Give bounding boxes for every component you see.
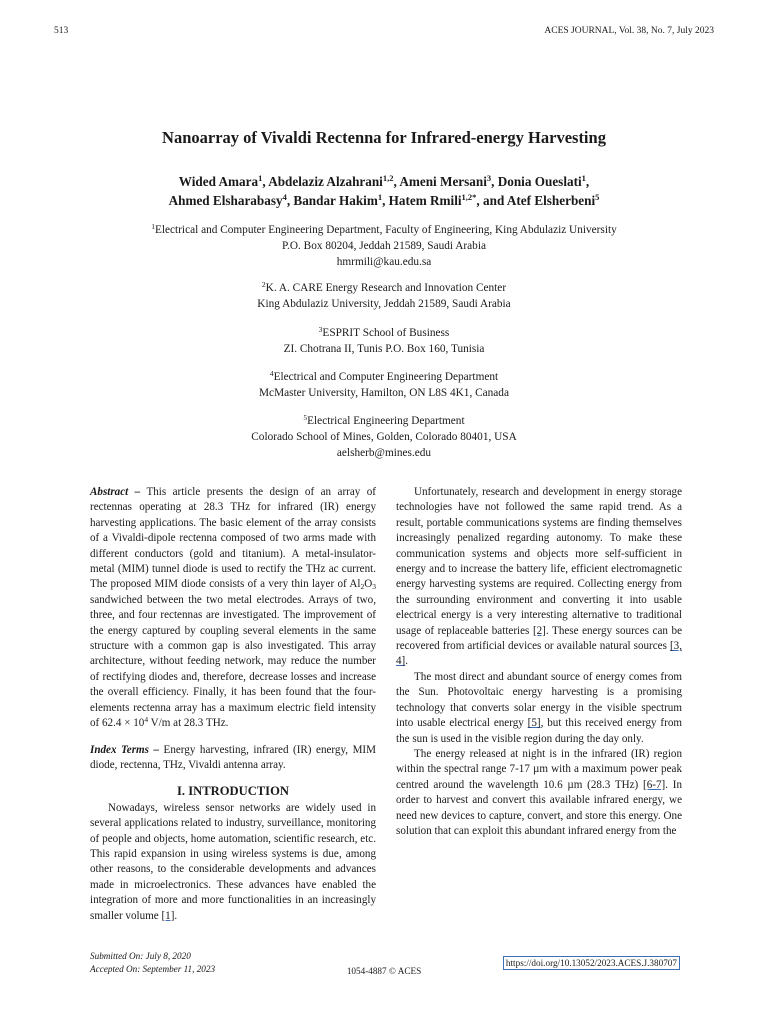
paragraph-text: Nowadays, wireless sensor networks are widely used in several applications related to industry, surveillance, monitoring of people and objects, home automation, scientific research, etc. This rapid expansion in using wireless systems is due, among other reasons, to the considerable developments and advances made in microelectronics. These advances have enabled the integration of more and more functionalities in an increasingly smaller volume: [90, 801, 376, 922]
author-separator: ,: [393, 174, 400, 189]
page-number: 513: [54, 26, 69, 36]
paper-title: Nanoarray of Vivaldi Rectenna for Infrared-energy Harvesting: [162, 128, 606, 147]
author-list: [0, 172, 768, 210]
index-terms-label: Index Terms –: [90, 743, 160, 756]
citation-link[interactable]: [2]: [532, 624, 546, 637]
affiliation-email: aelsherb@mines.edu: [336, 447, 432, 459]
submitted-date: Submitted On: July 8, 2020: [90, 951, 191, 961]
citation-link[interactable]: [6-7]: [643, 778, 666, 791]
citation-link[interactable]: [1]: [161, 909, 175, 922]
affiliation-1: [0, 222, 768, 270]
author-affiliation-mark: 1,2: [382, 173, 394, 183]
paragraph-text: .: [174, 909, 178, 922]
paragraph-text: Unfortunately, research and development in energy storage technologies have not followed the same rapid trend. As a result, portable communications systems are finding themselves increasingly penalized regarding autonomy. To make these communication systems and objects more self-sufficient in energy and to increase the battery life, efficient electromagnetic energy harvesting systems are required. Collecting energy from the surrounding environment and converting it into usable electrical energy is a very interesting alternative to traditional usage of replaceable batteries: [396, 486, 682, 637]
affiliation-4: [0, 369, 768, 401]
right-column: [396, 485, 682, 839]
doi-link[interactable]: https://doi.org/10.13052/2023.ACES.J.380707: [503, 956, 680, 970]
intro-paragraph-2: [396, 485, 682, 670]
intro-paragraph-4: [396, 747, 682, 839]
affiliation-number: 1: [151, 222, 155, 231]
abstract-label: Abstract –: [90, 486, 141, 498]
left-column: [90, 485, 376, 924]
abstract-text: O: [364, 578, 373, 591]
intro-paragraph-3: [396, 670, 682, 747]
affiliation-line: Electrical Engineering Department: [307, 415, 465, 427]
issn-copyright: 1054-4887 © ACES: [346, 966, 422, 976]
paragraph-text: The most direct and abundant source of energy comes from the Sun. Photovoltaic energy harvesting is a promising technology that converts solar energy in the visible spectrum into usable electrical energy: [396, 670, 682, 730]
accepted-date: Accepted On: September 11, 2023: [90, 964, 216, 974]
author-name: Atef Elsherbeni: [506, 193, 596, 208]
superscript: 4: [144, 715, 149, 725]
author-name: Hatem Rmili: [388, 193, 462, 208]
affiliation-line: McMaster University, Hamilton, ON L8S 4K1, Canada: [259, 387, 509, 399]
abstract-text: V/m at 28.3 THz.: [148, 717, 229, 730]
affiliation-line: King Abdulaziz University, Jeddah 21589, Saudi Arabia: [257, 298, 511, 310]
author-affiliation-mark: 1,2*: [461, 192, 477, 202]
author-line-1: [0, 172, 768, 191]
section-heading: I. INTRODUCTION: [177, 784, 289, 799]
paragraph-text: , but this received energy from the sun is used in the visible region during the day only.: [396, 717, 682, 745]
author-affiliation-mark: 1: [258, 173, 263, 183]
affiliation-line: Electrical and Computer Engineering Department, Faculty of Engineering, King Abdulaziz University: [154, 224, 617, 236]
intro-paragraph-1: [90, 801, 376, 924]
index-terms-text: Energy harvesting, infrared (IR) energy, MIM diode, rectenna, THz, Vivaldi antenna array.: [90, 743, 376, 771]
affiliation-line: P.O. Box 80204, Jeddah 21589, Saudi Arabia: [282, 240, 486, 252]
author-separator: ,: [382, 193, 389, 208]
author-name: Donia Oueslati: [497, 174, 582, 189]
author-affiliation-mark: 4: [282, 192, 287, 202]
index-terms: [90, 743, 376, 774]
author-separator: ,: [491, 174, 498, 189]
subscript: 2: [360, 582, 365, 592]
paragraph-text: . In order to harvest and convert this available infrared energy, we need new devices to capture, convert, and store this energy. One solution that can exploit this abundant infrared energy from the: [396, 778, 682, 837]
affiliation-line: ESPRIT School of Business: [322, 327, 450, 339]
author-affiliation-mark: 5: [595, 192, 600, 202]
abstract-text: This article presents the design of an array of rectennas operating at 28.3 THz for infrared (IR) energy harvesting applications. The basic element of the array consists of a Vivaldi-dipole rectenna composed of two arms made with different conductors (gold and titanium). A metal-insulator-metal (MIM) tunnel diode is used to rectify the THz ac current. The proposed MIM diode consists of a very thin layer of Al: [90, 486, 376, 591]
affiliation-number: 2: [261, 280, 266, 289]
citation-link[interactable]: [5]: [527, 717, 541, 730]
affiliation-line: K. A. CARE Energy Research and Innovation Center: [265, 282, 507, 294]
affiliation-number: 3: [318, 325, 323, 334]
abstract: [90, 485, 376, 732]
author-affiliation-mark: 3: [486, 173, 492, 183]
affiliation-line: Colorado School of Mines, Golden, Colorado 80401, USA: [251, 431, 517, 443]
paragraph-text: The energy released at night is in the infrared (IR) region within the spectral range 7-17 µm with a maximum power peak centred around the wavelength 10.6 µm (28.3 THz): [396, 747, 682, 791]
affiliation-2: [0, 280, 768, 312]
author-name: Abdelaziz Alzahrani: [268, 174, 383, 189]
author-separator: , and: [476, 193, 507, 208]
paragraph-text: . These energy sources can be recovered from artificial devices or available natural sources: [396, 624, 683, 653]
affiliation-number: 5: [303, 413, 308, 422]
affiliation-5: [0, 413, 768, 461]
author-separator: ,: [262, 174, 269, 189]
citation-link[interactable]: [3, 4]: [396, 640, 682, 668]
journal-header: ACES JOURNAL, Vol. 38, No. 7, July 2023: [544, 26, 714, 36]
author-name: Bandar Hakim: [293, 193, 378, 208]
subscript: 3: [372, 582, 376, 592]
author-affiliation-mark: 1: [581, 173, 586, 183]
affiliation-3: [0, 325, 768, 357]
author-separator: ,: [286, 193, 294, 208]
affiliation-line: ZI. Chotrana II, Tunis P.O. Box 160, Tunisia: [283, 343, 485, 355]
abstract-text: sandwiched between the two metal electrodes. Arrays of two, three, and four rectennas are investigated. The improvement of the energy captured by coupling several elements in the same structure with a common gap is also investigated. This array architecture, without feeding network, may reduce the number of rectifying diodes and, therefore, decrease losses and increase the overall efficiency. Finally, it has been found that the four-elements rectenna array has a maximum electric field intensity of 62.4 × 10: [90, 593, 376, 730]
affiliation-line: Electrical and Computer Engineering Department: [273, 371, 499, 383]
author-name: Ahmed Elsharabasy: [168, 193, 283, 208]
affiliation-email: hmrmili@kau.edu.sa: [336, 256, 432, 268]
author-line-2: [0, 191, 768, 210]
author-separator: ,: [585, 174, 590, 189]
author-name: Ameni Mersani: [399, 174, 487, 189]
author-affiliation-mark: 1: [377, 192, 383, 202]
author-name: Wided Amara: [178, 174, 259, 189]
affiliation-number: 4: [269, 369, 274, 378]
paragraph-text: .: [405, 655, 409, 668]
